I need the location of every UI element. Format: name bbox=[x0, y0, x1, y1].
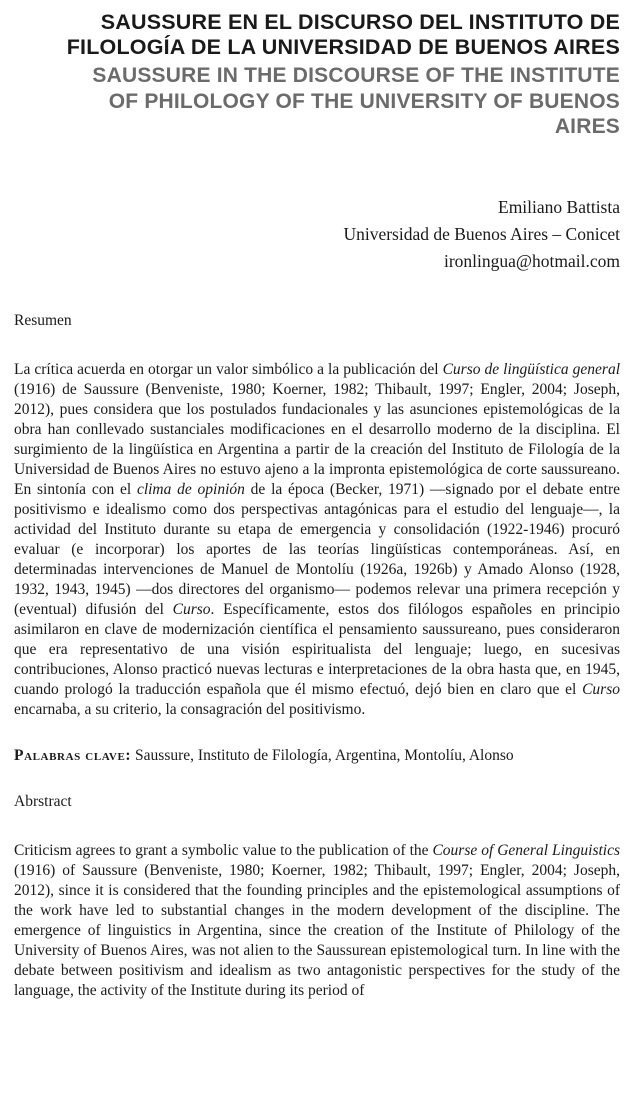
title-en-line-1: SAUSSURE IN THE DISCOURSE OF THE INSTITUTE bbox=[92, 64, 620, 87]
title-es-line-1: SAUSSURE EN EL DISCURSO DEL INSTITUTO DE bbox=[100, 10, 620, 34]
title-en-line-3: AIRES bbox=[554, 115, 620, 138]
resumen-text-4: . Específicamente, estos dos filólogos españoles en principio asimilaron en clave de modernización científica el pensamiento saussureano, pues consideraron que era representativo de una visión espiritualista del lenguaje; luego, en sucesivas contribuciones, Alonso practicó nuevas lecturas e interpretaciones de la obra hasta que, en 1945, cuando prologó la traducción española que él mismo efectuó, dejó bien en claro que el bbox=[14, 600, 620, 698]
resumen-text-1: La crítica acuerda en otorgar un valor simbólico a la publicación del bbox=[14, 360, 443, 378]
resumen-text-5: encarnaba, a su criterio, la consagración del positivismo. bbox=[14, 700, 366, 718]
keywords-label: Palabras clave: bbox=[14, 746, 132, 764]
abstract-paragraph bbox=[14, 841, 620, 1001]
title-es-line-2: FILOLOGÍA DE LA UNIVERSIDAD DE BUENOS AIRES bbox=[66, 35, 620, 59]
keywords-line bbox=[14, 746, 620, 766]
resumen-clima-term: clima de opinión bbox=[136, 480, 245, 498]
resumen-heading: Resumen bbox=[14, 311, 72, 329]
resumen-book-title: Curso de lingüística general bbox=[442, 360, 621, 378]
resumen-text-3: de la época (Becker, 1971) —signado por el debate entre positivismo e idealismo como dos perspectivas antagónicas para el estudio del lenguaje—, la actividad del Instituto durante su etapa de emergencia y consolidación (1922-1946) procuró evaluar (e incorporar) los aportes de las teorías lingüísticas contemporáneas. Así, en determinadas intervenciones de Manuel de Montolíu (1926a, 1926b) y Amado Alonso (1928, 1932, 1943, 1945) —dos directores del organismo— podemos relevar una primera recepción y (eventual) difusión del bbox=[14, 480, 620, 618]
author-email[interactable]: ironlingua@hotmail.com bbox=[443, 250, 620, 271]
author-name: Emiliano Battista bbox=[498, 196, 620, 217]
abstract-text-1: Criticism agrees to grant a symbolic value to the publication of the bbox=[14, 841, 433, 859]
author-block bbox=[14, 194, 620, 275]
abstract-book-title: Course of General Linguistics bbox=[432, 841, 620, 859]
title-en-line-2: OF PHILOLOGY OF THE UNIVERSITY OF BUENOS bbox=[108, 89, 620, 113]
keywords-text: Saussure, Instituto de Filología, Argentina, Montolíu, Alonso bbox=[131, 746, 514, 764]
title-spanish bbox=[14, 10, 620, 60]
resumen-paragraph bbox=[14, 360, 620, 720]
author-affiliation: Universidad de Buenos Aires – Conicet bbox=[343, 223, 620, 244]
paper-page bbox=[14, 10, 620, 1001]
abstract-text-2: (1916) of Saussure (Benveniste, 1980; Koerner, 1982; Thibault, 1997; Engler, 2004; Joseph, 2012), since it is considered that the founding principles and the epistemological assumptions of the work have led to substantial changes in the modern development of the discipline. The emergence of linguistics in Argentina, since the creation of the Institute of Philology of the University of Buenos Aires, was not alien to the Saussurean epistemological turn. In line with the debate between positivism and idealism as two antagonistic perspectives for the study of the language, the activity of the Institute during its period of bbox=[14, 861, 620, 999]
resumen-curso-ref-2: Curso bbox=[582, 680, 620, 698]
resumen-text-2: (1916) de Saussure (Benveniste, 1980; Koerner, 1982; Thibault, 1997; Engler, 2004; Joseph, 2012), pues considera que los postulados fundacionales y las asunciones epistemológicas de la obra han conllevado sustanciales modificaciones en el desarrollo moderno de la disciplina. El surgimiento de la lingüística en Argentina a partir de la creación del Instituto de Filología de la Universidad de Buenos Aires no estuvo ajeno a la impronta epistemológica de corte saussureano. En sintonía con el bbox=[14, 380, 620, 498]
resumen-curso-ref-1: Curso bbox=[172, 600, 211, 618]
abstract-heading: Abrstract bbox=[14, 792, 72, 810]
title-english bbox=[14, 63, 620, 140]
